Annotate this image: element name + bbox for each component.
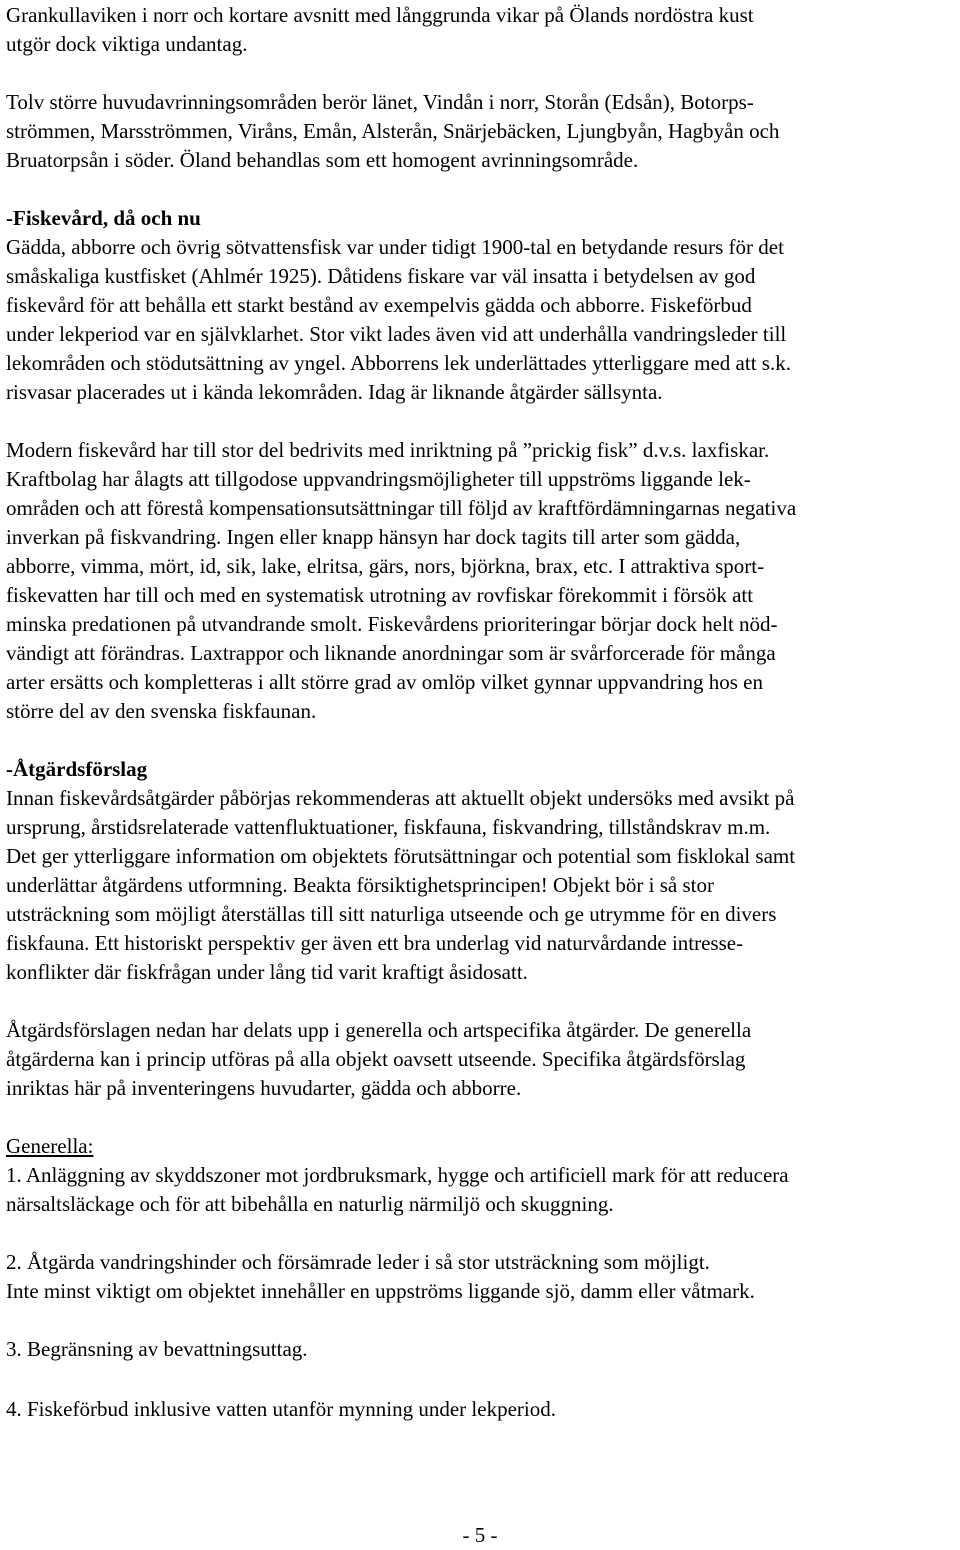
list-item-continued: Inte minst viktigt om objektet innehåller en uppströms liggande sjö, damm eller våtmark. xyxy=(6,1279,755,1303)
text-line: inverkan på fiskvandring. Ingen eller knapp hänsyn har dock tagits till arter som gädda, xyxy=(6,525,741,549)
text-line: konflikter där fiskfrågan under lång tid varit kraftigt åsidosatt. xyxy=(6,960,528,984)
text-line: Tolv större huvudavrinningsområden berör länet, Vindån i norr, Storån (Edsån), Botorps- xyxy=(6,90,754,114)
text-line: Grankullaviken i norr och kortare avsnitt med långgrunda vikar på Ölands nordöstra kust xyxy=(6,3,754,27)
text-line: Gädda, abborre och övrig sötvattensfisk var under tidigt 1900-tal en betydande resurs för det xyxy=(6,235,784,259)
section-heading-atgardsforslag: -Åtgärdsförslag xyxy=(6,757,148,781)
text-line: områden och att förestå kompensationsutsättningar till följd av kraftfördämningarnas negativa xyxy=(6,496,797,520)
text-line: åtgärderna kan i princip utföras på alla objekt oavsett utseende. Specifika åtgärdsförslag xyxy=(6,1047,746,1071)
list-item: 4. Fiskeförbud inklusive vatten utanför mynning under lekperiod. xyxy=(6,1397,556,1421)
text-line: fiskevatten har till och med en systematisk utrotning av rovfiskar förekommit i försök att xyxy=(6,583,754,607)
text-line: Bruatorpsån i söder. Öland behandlas som ett homogent avrinningsområde. xyxy=(6,148,639,172)
text-line: arter ersätts och kompletteras i allt större grad av omlöp vilket gynnar uppvandring hos en xyxy=(6,670,763,694)
text-line: Det ger ytterliggare information om objektets förutsättningar och potential som fisklokal samt xyxy=(6,844,796,868)
text-line: under lekperiod var en självklarhet. Stor vikt lades även vid att underhålla vandringsleder till xyxy=(6,322,787,346)
text-line: Modern fiskevård har till stor del bedrivits med inriktning på ”prickig fisk” d.v.s. laxfiskar. xyxy=(6,438,770,462)
list-item: 1. Anläggning av skyddszoner mot jordbruksmark, hygge och artificiell mark för att reducera xyxy=(6,1163,789,1187)
text-line: Åtgärdsförslagen nedan har delats upp i generella och artspecifika åtgärder. De generella xyxy=(6,1018,752,1042)
section-heading-fiskevard: -Fiskevård, då och nu xyxy=(6,206,201,230)
text-line: utsträckning som möjligt återställas till sitt naturliga utseende och ge utrymme för en divers xyxy=(6,902,777,926)
page-number: - 5 - xyxy=(462,1523,498,1547)
text-line: lekområden och stödutsättning av yngel. Abborrens lek underlättades ytterliggare med att s.k. xyxy=(6,351,791,375)
list-item-continued: närsaltsläckage och för att bibehålla en naturlig närmiljö och skuggning. xyxy=(6,1192,614,1216)
text-line: fiskevård för att behålla ett starkt bestånd av exempelvis gädda och abborre. Fiskeförbud xyxy=(6,293,752,317)
text-line: minska predationen på utvandrande smolt. Fiskevårdens prioriteringar börjar dock helt nöd- xyxy=(6,612,778,636)
text-line: vändigt att förändras. Laxtrappor och liknande anordningar som är svårforcerade för många xyxy=(6,641,776,665)
text-line: strömmen, Marsströmmen, Viråns, Emån, Alsterån, Snärjebäcken, Ljungbyån, Hagbyån och xyxy=(6,119,780,143)
text-line: abborre, vimma, mört, id, sik, lake, elritsa, gärs, nors, björkna, brax, etc. I attraktiva sport- xyxy=(6,554,765,578)
text-line: utgör dock viktiga undantag. xyxy=(6,32,248,56)
text-line: fiskfauna. Ett historiskt perspektiv ger även ett bra underlag vid naturvårdande intresse- xyxy=(6,931,744,955)
text-line: större del av den svenska fiskfaunan. xyxy=(6,699,317,723)
text-line: småskaliga kustfisket (Ahlmér 1925). Dåtidens fiskare var väl insatta i betydelsen av god xyxy=(6,264,756,288)
text-line: underlättar åtgärdens utformning. Beakta försiktighetsprincipen! Objekt bör i så stor xyxy=(6,873,714,897)
text-line: Kraftbolag har ålagts att tillgodose uppvandringsmöjligheter till uppströms liggande lek- xyxy=(6,467,751,491)
text-line: inriktas här på inventeringens huvudarter, gädda och abborre. xyxy=(6,1076,522,1100)
subheading-generella: Generella: xyxy=(6,1134,94,1158)
text-line: ursprung, årstidsrelaterade vattenfluktuationer, fiskfauna, fiskvandring, tillståndskrav m.m. xyxy=(6,815,771,839)
list-item: 2. Åtgärda vandringshinder och försämrade leder i så stor utsträckning som möjligt. xyxy=(6,1250,710,1274)
list-item: 3. Begränsning av bevattningsuttag. xyxy=(6,1337,308,1361)
text-line: Innan fiskevårdsåtgärder påbörjas rekommenderas att aktuellt objekt undersöks med avsikt på xyxy=(6,786,795,810)
text-line: risvasar placerades ut i kända lekområden. Idag är liknande åtgärder sällsynta. xyxy=(6,380,663,404)
